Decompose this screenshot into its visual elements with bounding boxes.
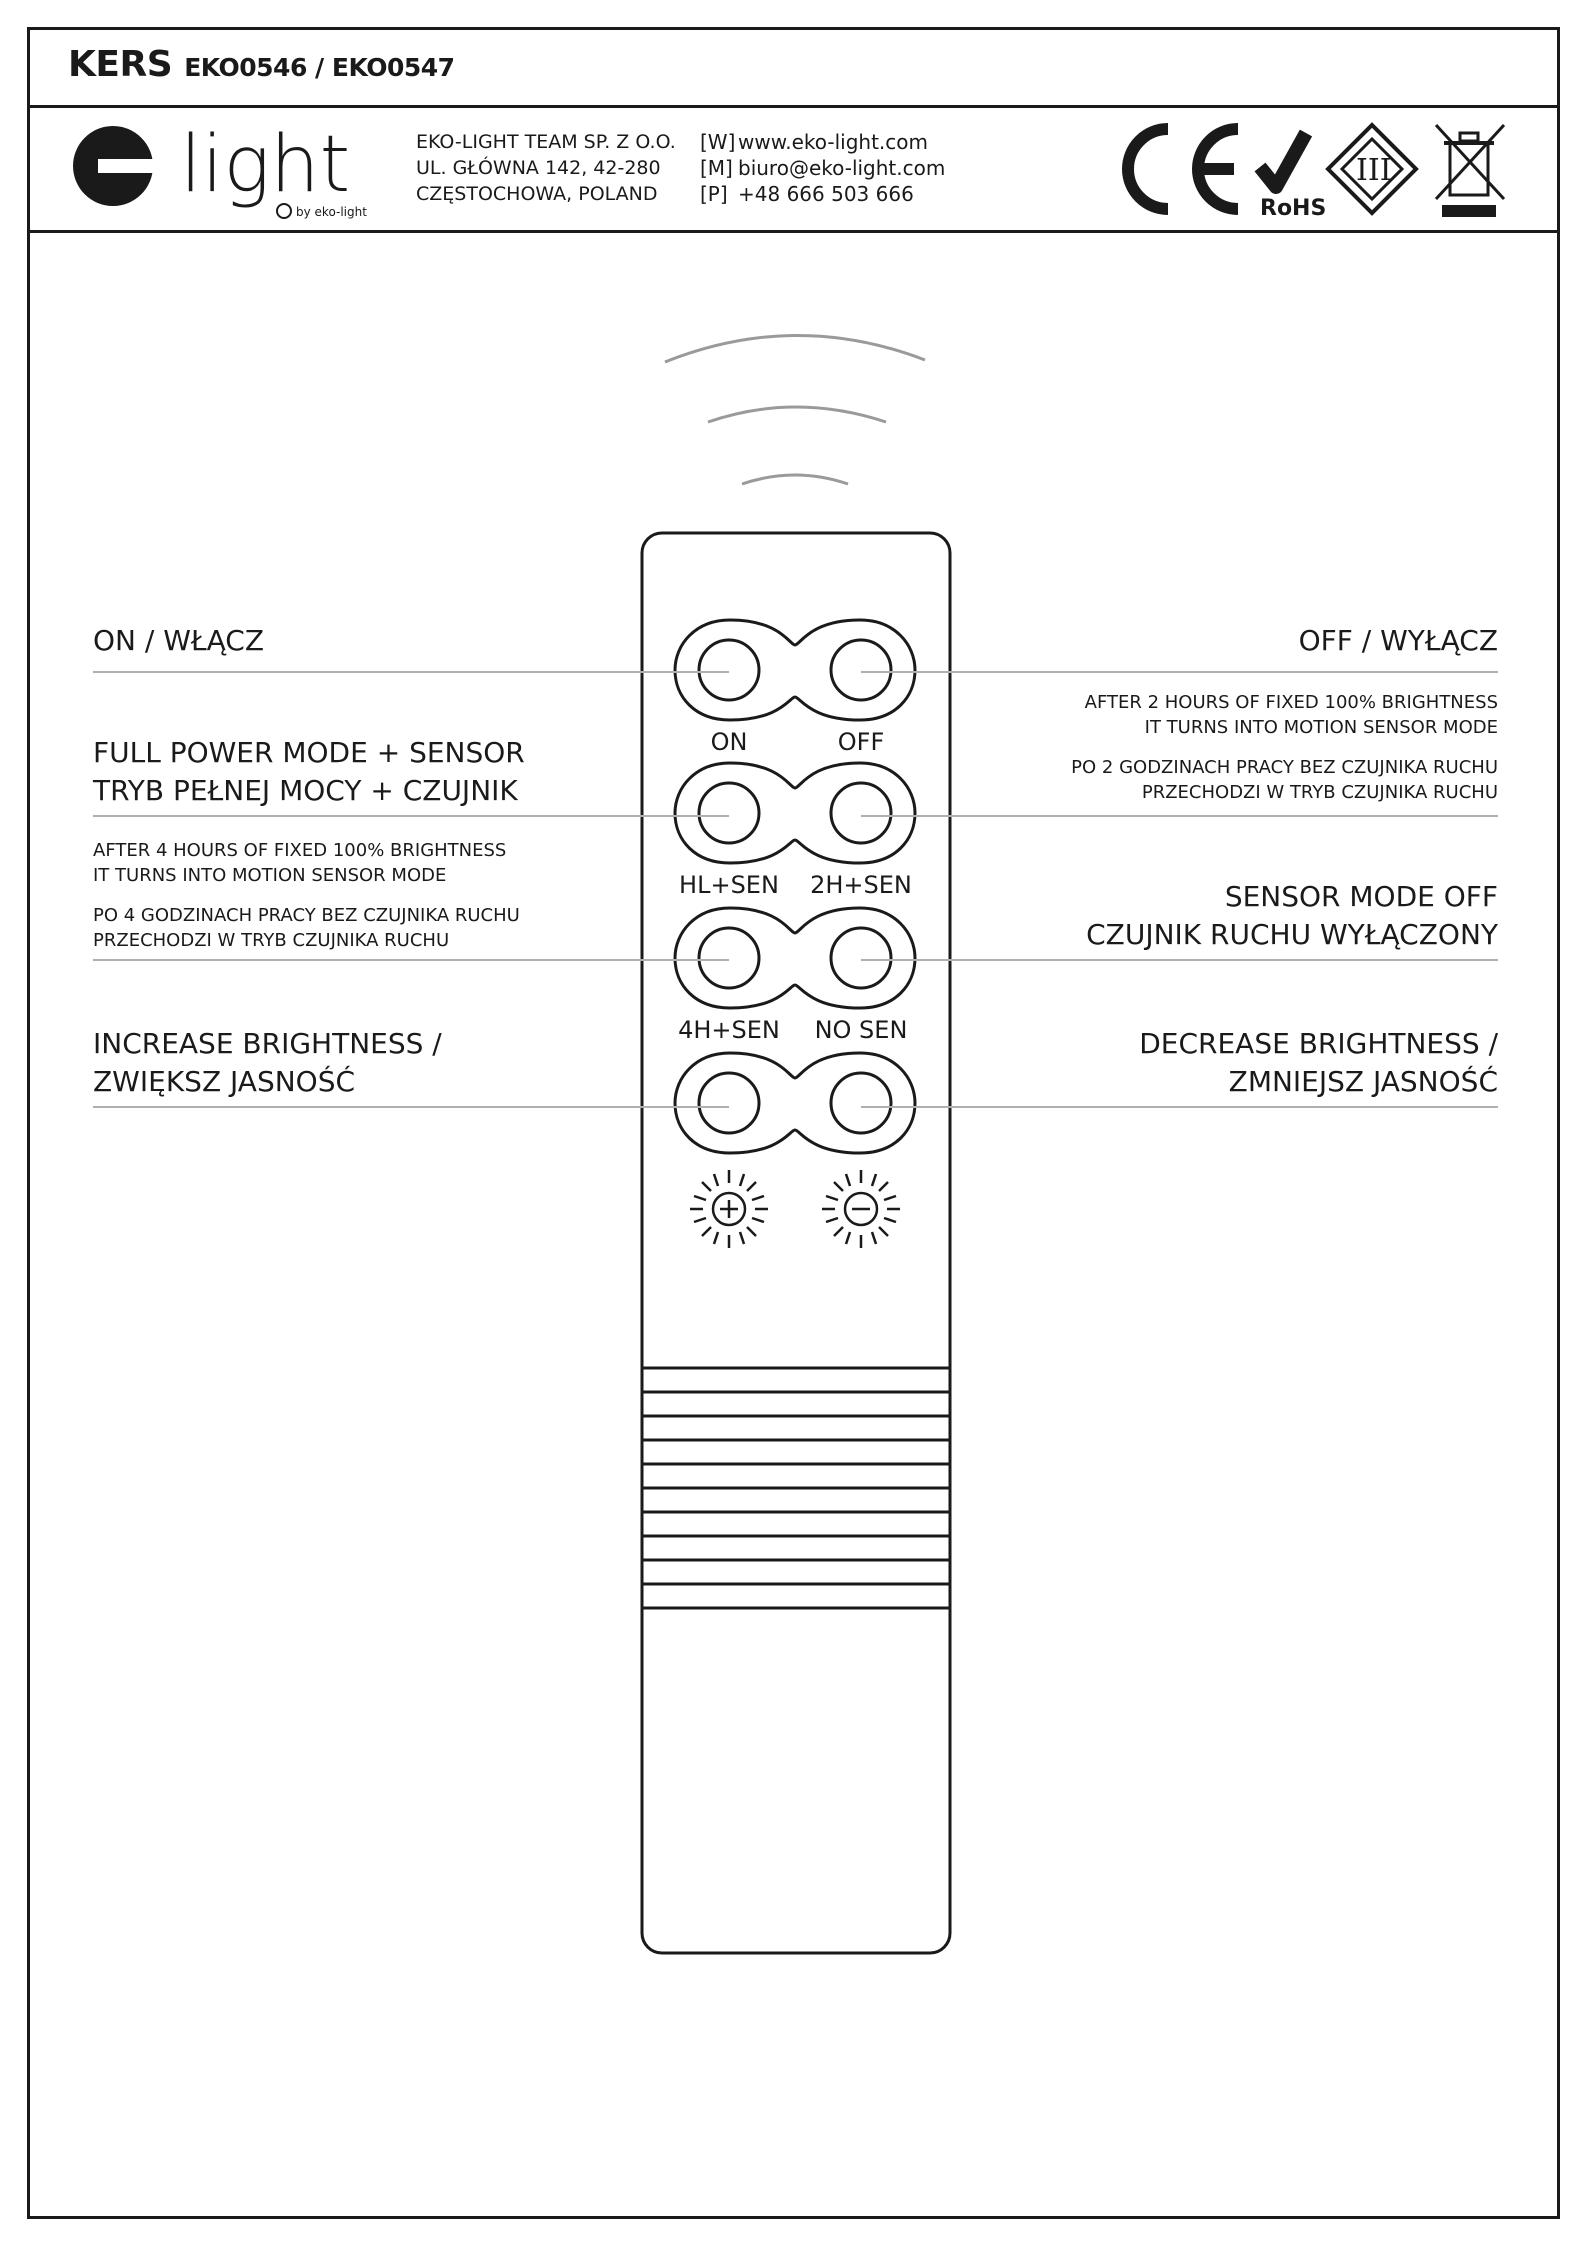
signal-wave-icon	[708, 407, 886, 422]
sensor-off-line: SENSOR MODE OFF	[1224, 880, 1498, 913]
increase-line: INCREASE BRIGHTNESS /	[93, 1027, 442, 1060]
rohs-text: RoHS	[1260, 196, 1327, 221]
four-hour-note-pl	[93, 903, 520, 953]
increase-annotation	[93, 1025, 442, 1101]
4h-sen-button-label: 4H+SEN	[678, 1016, 780, 1044]
mail-label: [M]	[700, 156, 733, 180]
full-power-annotation	[93, 734, 525, 810]
increase-line: ZWIĘKSZ JASNOŚĆ	[93, 1065, 356, 1098]
mail-link[interactable]: biuro@eko-light.com	[738, 156, 946, 180]
web-label: [W]	[700, 130, 736, 154]
note-line: AFTER 2 HOURS OF FIXED 100% BRIGHTNESS	[1084, 692, 1498, 713]
off-button-label: OFF	[837, 728, 885, 756]
logo-subtitle: by eko-light	[296, 205, 367, 219]
note-line: AFTER 4 HOURS OF FIXED 100% BRIGHTNESS	[93, 840, 507, 861]
brightness-up-button	[699, 1073, 759, 1133]
note-line: PO 4 GODZINACH PRACY BEZ CZUJNIKA RUCHU	[93, 905, 520, 926]
two-hour-note-en	[1085, 690, 1498, 740]
sensor-off-annotation	[1086, 878, 1498, 954]
four-hour-note-en	[93, 838, 506, 888]
4h-sen-button	[699, 928, 759, 988]
product-codes: EKO0546 / EKO0547	[184, 53, 455, 82]
off-annotation: OFF / WYŁĄCZ	[1298, 624, 1498, 657]
hl-sen-button-label: HL+SEN	[679, 871, 779, 899]
note-line: PRZECHODZI W TRYB CZUJNIKA RUCHU	[93, 930, 450, 951]
company-line: UL. GŁÓWNA 142, 42-280	[416, 157, 661, 179]
note-line: IT TURNS INTO MOTION SENSOR MODE	[1144, 717, 1498, 738]
company-line: EKO-LIGHT TEAM SP. Z O.O.	[416, 131, 676, 153]
company-line: CZĘSTOCHOWA, POLAND	[416, 183, 658, 205]
two-hour-note-pl	[1071, 755, 1498, 805]
signal-wave-icon	[742, 475, 848, 484]
hl-sen-button	[699, 783, 759, 843]
phone-label: [P]	[700, 182, 728, 206]
product-name: KERS	[68, 44, 173, 85]
decrease-annotation	[1139, 1025, 1498, 1101]
decrease-line: DECREASE BRIGHTNESS /	[1139, 1027, 1498, 1060]
full-power-line: TRYB PEŁNEJ MOCY + CZUJNIK	[93, 774, 518, 807]
note-line: IT TURNS INTO MOTION SENSOR MODE	[93, 865, 447, 886]
2h-sen-button	[831, 783, 891, 843]
full-power-line: FULL POWER MODE + SENSOR	[93, 736, 525, 769]
class-text: III	[1356, 153, 1392, 188]
brightness-down-button	[831, 1073, 891, 1133]
signal-wave-icon	[665, 335, 925, 362]
no-sen-button-label: NO SEN	[814, 1016, 908, 1044]
decrease-line: ZMNIEJSZ JASNOŚĆ	[1228, 1065, 1498, 1098]
sensor-off-line: CZUJNIK RUCHU WYŁĄCZONY	[1086, 918, 1498, 951]
phone-number: +48 666 503 666	[738, 182, 914, 206]
no-sen-button	[831, 928, 891, 988]
logo-word: light	[180, 120, 351, 210]
off-button	[831, 640, 891, 700]
web-link[interactable]: www.eko-light.com	[738, 130, 928, 154]
note-line: PO 2 GODZINACH PRACY BEZ CZUJNIKA RUCHU	[1071, 757, 1498, 778]
on-button	[699, 640, 759, 700]
on-annotation: ON / WŁĄCZ	[93, 624, 265, 657]
note-line: PRZECHODZI W TRYB CZUJNIKA RUCHU	[1141, 782, 1498, 803]
on-button-label: ON	[710, 728, 748, 756]
2h-sen-button-label: 2H+SEN	[810, 871, 912, 899]
